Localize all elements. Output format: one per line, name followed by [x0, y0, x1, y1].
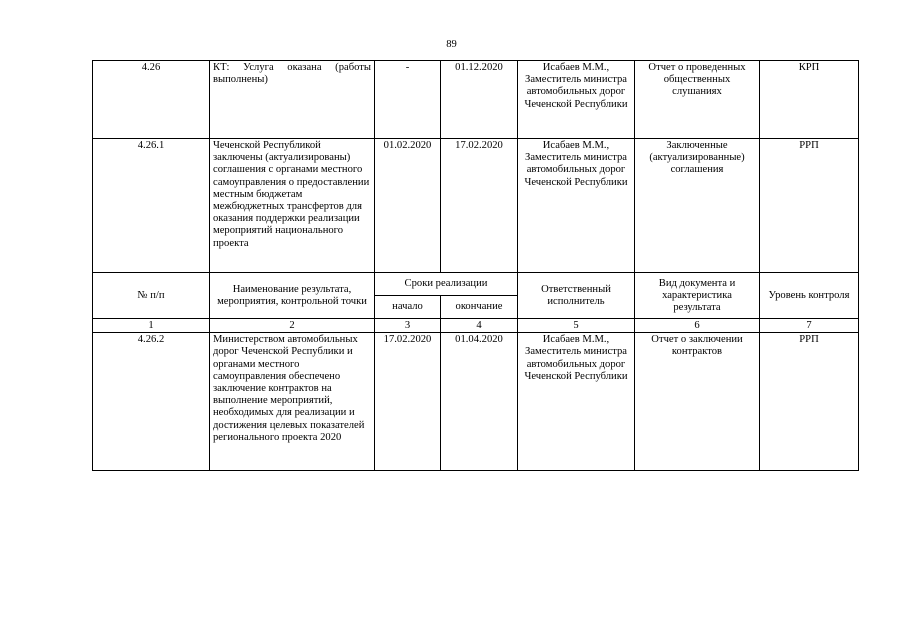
- row-document: Заключенные (актуализированные) соглашения: [635, 139, 760, 273]
- header-start: начало: [375, 296, 441, 319]
- row-responsible: [518, 333, 635, 471]
- row-responsible: Исабаев М.М., Заместитель министра автомобильных дорог Чеченской Республики: [518, 61, 635, 139]
- column-number: 4: [441, 319, 518, 333]
- row-responsible: Исабаев М.М., Заместитель министра автомобильных дорог Чеченской Республики: [518, 139, 635, 273]
- row-name: КТ: Услуга оказана (работы выполнены): [210, 61, 375, 139]
- implementation-plan-table: [92, 60, 859, 471]
- row-name: [210, 333, 375, 471]
- page-number: 89: [446, 39, 457, 50]
- row-number-text: 4.26.2: [137, 334, 165, 346]
- row-name-text: Министерством автомобильных дорог Чеченской Республики и органами местного самоуправления обеспечено заключение контрактов на выполнение мероприятий, необходимых для реализации и достижения целевых показателей регионального проекта 2020: [213, 334, 365, 443]
- row-start-date: [375, 333, 441, 471]
- row-document: [635, 333, 760, 471]
- row-control-level: РРП: [760, 139, 859, 273]
- table-row: [93, 61, 859, 139]
- column-number: 3: [375, 319, 441, 333]
- row-start-date: -: [375, 61, 441, 139]
- row-start-date: 01.02.2020: [375, 139, 441, 273]
- row-document-text: Отчет о заключении контрактов: [651, 334, 743, 358]
- row-control-level-text: РРП: [799, 334, 819, 346]
- header-number: № п/п: [93, 273, 210, 319]
- column-number: 2: [210, 319, 375, 333]
- row-end-date: 01.12.2020: [441, 61, 518, 139]
- row-control-level: КРП: [760, 61, 859, 139]
- column-number: 6: [635, 319, 760, 333]
- row-number: [93, 333, 210, 471]
- header-control-level: Уровень контроля: [760, 273, 859, 319]
- header-name: Наименование результата, мероприятия, контрольной точки: [210, 273, 375, 319]
- row-end-date: 17.02.2020: [441, 139, 518, 273]
- row-start-date-text: 17.02.2020: [383, 334, 432, 346]
- header-responsible: Ответственный исполнитель: [518, 273, 635, 319]
- header-terms: Сроки реализации: [375, 273, 518, 296]
- row-document: Отчет о проведенных общественных слушаниях: [635, 61, 760, 139]
- column-number: 1: [93, 319, 210, 333]
- table-header-row: [93, 273, 859, 296]
- row-end-date: [441, 333, 518, 471]
- row-control-level: [760, 333, 859, 471]
- row-responsible-text: Исабаев М.М., Заместитель министра автомобильных дорог Чеченской Республики: [524, 334, 628, 382]
- row-number: 4.26.1: [93, 139, 210, 273]
- header-document-type: Вид документа и характеристика результата: [635, 273, 760, 319]
- row-end-date-text: 01.04.2020: [455, 334, 503, 346]
- row-number: 4.26: [93, 61, 210, 139]
- table-row: [93, 333, 859, 471]
- header-end: окончание: [441, 296, 518, 319]
- column-number: 7: [760, 319, 859, 333]
- table-row: [93, 139, 859, 273]
- row-name: Чеченской Республикой заключены (актуализированы) соглашения с органами местного самоуправления о предоставлении местным бюджетам межбюджетных трансфертов для оказания поддержки реализации мероприятий национального проекта: [210, 139, 375, 273]
- column-number: 5: [518, 319, 635, 333]
- column-numbers-row: [93, 319, 859, 333]
